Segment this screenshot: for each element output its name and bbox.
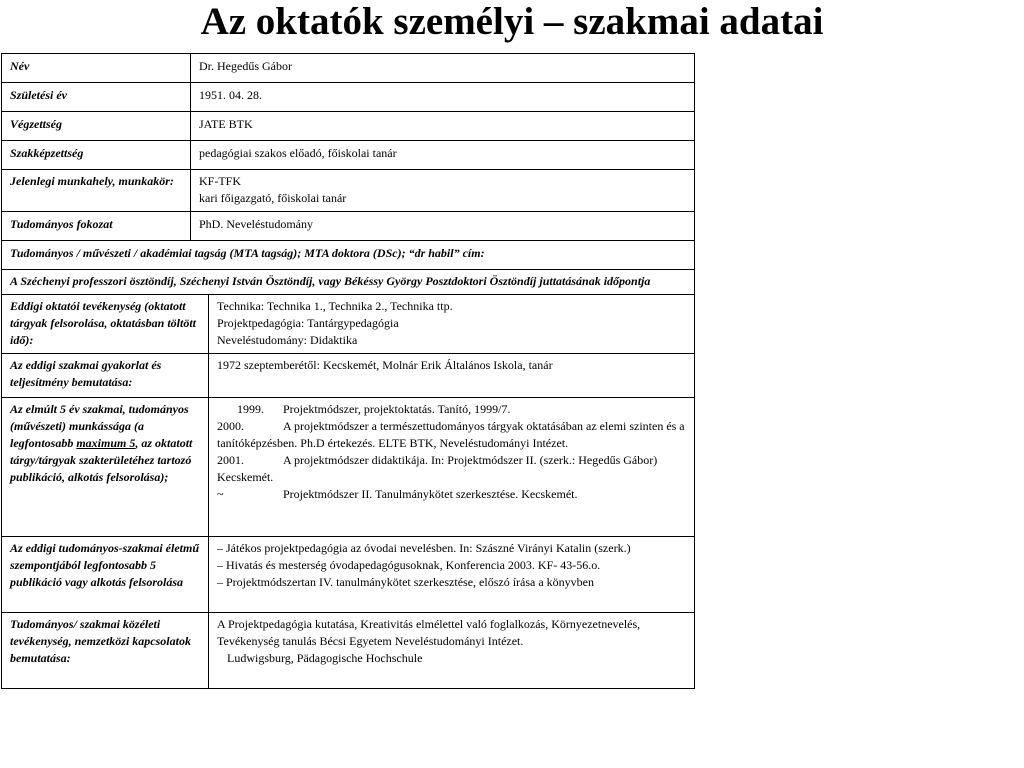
underlined-text: maximum 5 (76, 436, 136, 450)
membership-row: Tudományos / művészeti / akadémiai tagság (MTA tagság); MTA doktora (DSc); “dr habil” cím: (2, 241, 695, 270)
value-line: kari főigazgató, főiskolai tanár (199, 191, 347, 205)
publication-entry: ~ Projektmódszer II. Tanulmánykötet szerkesztése. Kecskemét. (217, 487, 578, 501)
row-value (209, 537, 695, 613)
row-value (191, 170, 695, 212)
table-row (2, 112, 695, 141)
row-value (209, 398, 695, 537)
row-label: Az eddigi szakmai gyakorlat és teljesítmény bemutatása: (2, 354, 209, 398)
value-line: Projektpedagógia: Tantárgypedagógia (217, 316, 399, 330)
table-row (2, 270, 695, 295)
value-line: – Projektmódszertan IV. tanulmánykötet szerkesztése, előszó írása a könyvben (217, 575, 594, 589)
table-row (2, 241, 695, 270)
table-row (2, 141, 695, 170)
row-label: Születési év (2, 83, 191, 112)
value-line: – Játékos projektpedagógia az óvodai nevelésben. In: Szászné Virányi Katalin (szerk.) (217, 541, 631, 555)
table-row (2, 295, 695, 354)
value-line: KF-TFK (199, 174, 242, 188)
table-row (2, 212, 695, 241)
table-row (2, 613, 695, 689)
personal-data-table (1, 53, 695, 295)
row-value: pedagógiai szakos előadó, főiskolai tanár (191, 141, 695, 170)
table-row (2, 354, 695, 398)
table-row (2, 170, 695, 212)
professional-data-table (1, 295, 695, 689)
value-line: A Projektpedagógia kutatása, Kreativitás elmélettel való foglalkozás, Környezetnevelés, Tevékenység tanulás Bécsi Egyetem Neveléstudományi Intézet. (217, 617, 643, 648)
row-value: 1951. 04. 28. (191, 83, 695, 112)
row-value: PhD. Neveléstudomány (191, 212, 695, 241)
scholarship-row: A Széchenyi professzori ösztöndíj, Széchenyi István Ösztöndíj, vagy Békéssy György Posztdoktori Ösztöndíj juttatásának időpontja (2, 270, 695, 295)
row-value (209, 613, 695, 689)
row-label: Tudományos fokozat (2, 212, 191, 241)
row-label: Az elmúlt 5 év szakmai, tudományos (művészeti) munkássága (a legfontosabb maximum 5, az oktatott tárgy/tárgyak szakterületéhez tartozó publikáció, alkotás felsorolása); (2, 398, 209, 537)
publication-entry: 2001. A projektmódszer didaktikája. In: Projektmódszer II. (szerk.: Hegedűs Gábor) Kecskemét. (217, 453, 661, 484)
row-value (209, 295, 695, 354)
publication-entry: 2000. A projektmódszer a természettudományos tárgyak oktatásában az elemi szinten és a tanítóképzésben. Ph.D értekezés. ELTE BTK, Neveléstudományi Intézet. (217, 419, 688, 450)
row-label: Szakképzettség (2, 141, 191, 170)
data-sheet (1, 53, 695, 689)
publication-entry: 1999. Projektmódszer, projektoktatás. Tanító, 1999/7. (237, 402, 511, 416)
value-line: Neveléstudomány: Didaktika (217, 333, 358, 347)
row-value: 1972 szeptemberétől: Kecskemét, Molnár Erik Általános Iskola, tanár (209, 354, 695, 398)
row-label: Név (2, 54, 191, 83)
row-label: Jelenlegi munkahely, munkakör: (2, 170, 191, 212)
row-label: Eddigi oktatói tevékenység (oktatott tárgyak felsorolása, oktatásban töltött idő): (2, 295, 209, 354)
table-row (2, 54, 695, 83)
value-line: – Hivatás és mesterség óvodapedagógusoknak, Konferencia 2003. KF- 43-56.o. (217, 558, 601, 572)
page-title: Az oktatók személyi – szakmai adatai (200, 0, 824, 43)
row-value: JATE BTK (191, 112, 695, 141)
table-row (2, 83, 695, 112)
row-label: Tudományos/ szakmai közéleti tevékenység, nemzetközi kapcsolatok bemutatása: (2, 613, 209, 689)
table-row (2, 537, 695, 613)
value-line: Technika: Technika 1., Technika 2., Technika ttp. (217, 299, 453, 313)
table-row (2, 398, 695, 537)
row-label: Az eddigi tudományos-szakmai életmű szempontjából legfontosabb 5 publikáció vagy alkotás felsorolása (2, 537, 209, 613)
value-line: Ludwigsburg, Pädagogische Hochschule (227, 651, 423, 665)
row-value: Dr. Hegedűs Gábor (191, 54, 695, 83)
row-label: Végzettség (2, 112, 191, 141)
